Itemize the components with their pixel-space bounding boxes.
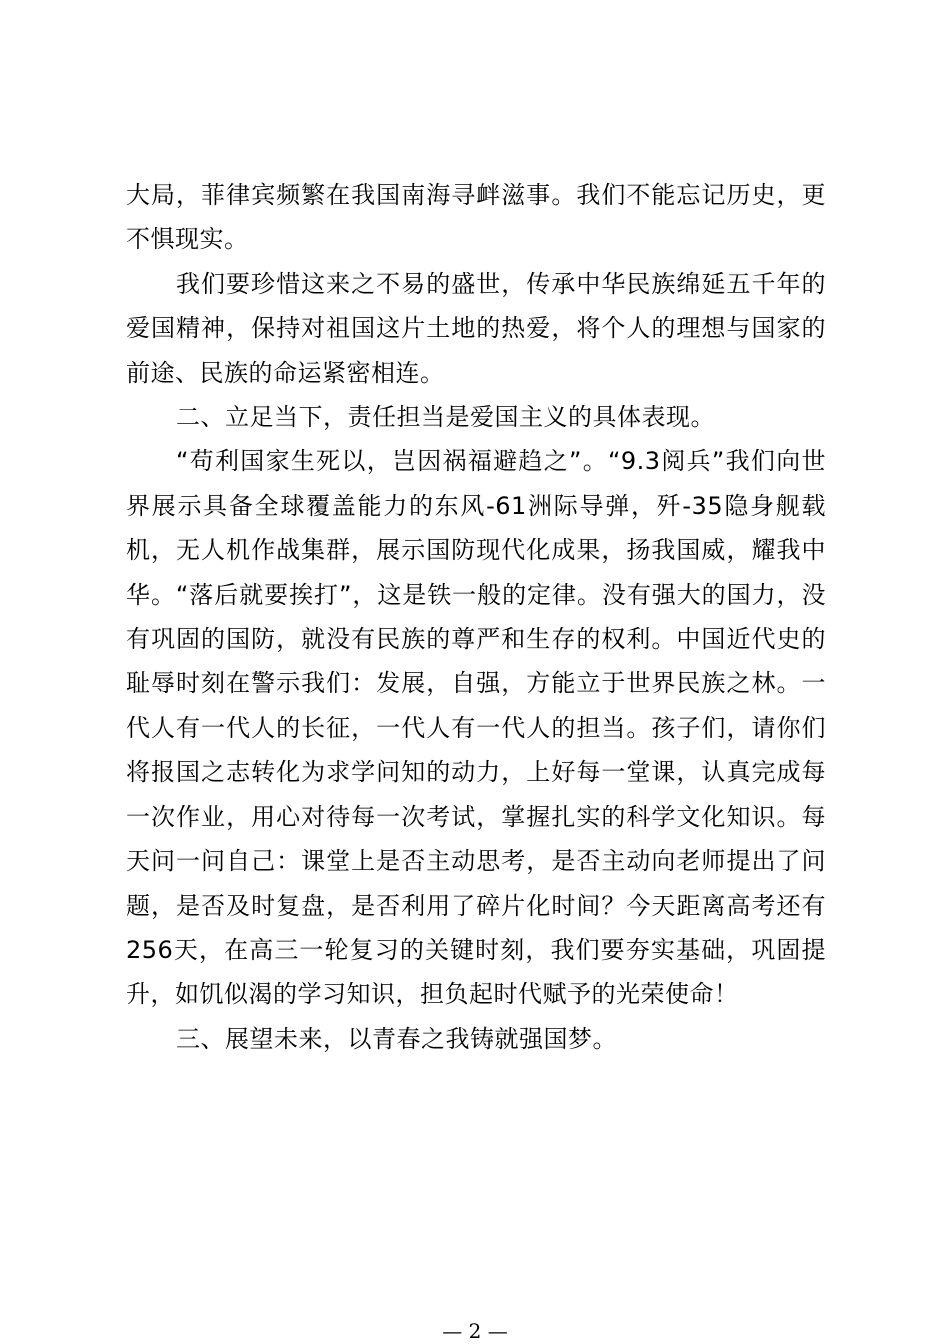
section-heading-2: 二、立足当下，责任担当是爱国主义的具体表现。 [176,403,715,432]
document-body [126,173,826,1061]
section-heading-3: 三、展望未来，以青春之我铸就强国梦。 [176,1024,617,1053]
paragraph-2: 我们要珍惜这来之不易的盛世，传承中华民族绵延五千年的爱国精神，保持对祖国这片土地的热爱，将个人的理想与国家的前途、民族的命运紧密相连。 [126,269,826,387]
paragraph-4: “苟利国家生死以，岂因祸福避趋之”。“9.3阅兵”我们向世界展示具备全球覆盖能力的东风-61洲际导弹，歼-35隐身舰载机，无人机作战集群，展示国防现代化成果，扬我国威，耀我中华。“落后就要挨打”，这是铁一般的定律。没有强大的国力，没有巩固的国防，就没有民族的尊严和生存的权利。中国近代史的耻辱时刻在警示我们：发展，自强，方能立于世界民族之林。一代人有一代人的长征，一代人有一代人的担当。孩子们，请你们将报国之志转化为求学问知的动力，上好每一堂课，认真完成每一次作业，用心对待每一次考试，掌握扎实的科学文化知识。每天问一问自己：课堂上是否主动思考，是否主动向老师提出了问题，是否及时复盘，是否利用了碎片化时间？今天距离高考还有256天，在高三一轮复习的关键时刻，我们要夯实基础，巩固提升，如饥似渴的学习知识，担负起时代赋予的光荣使命！ [126,447,826,1009]
paragraph-1: 大局，菲律宾频繁在我国南海寻衅滋事。我们不能忘记历史，更不惧现实。 [126,181,826,254]
page-number: — 2 — [442,1319,508,1343]
